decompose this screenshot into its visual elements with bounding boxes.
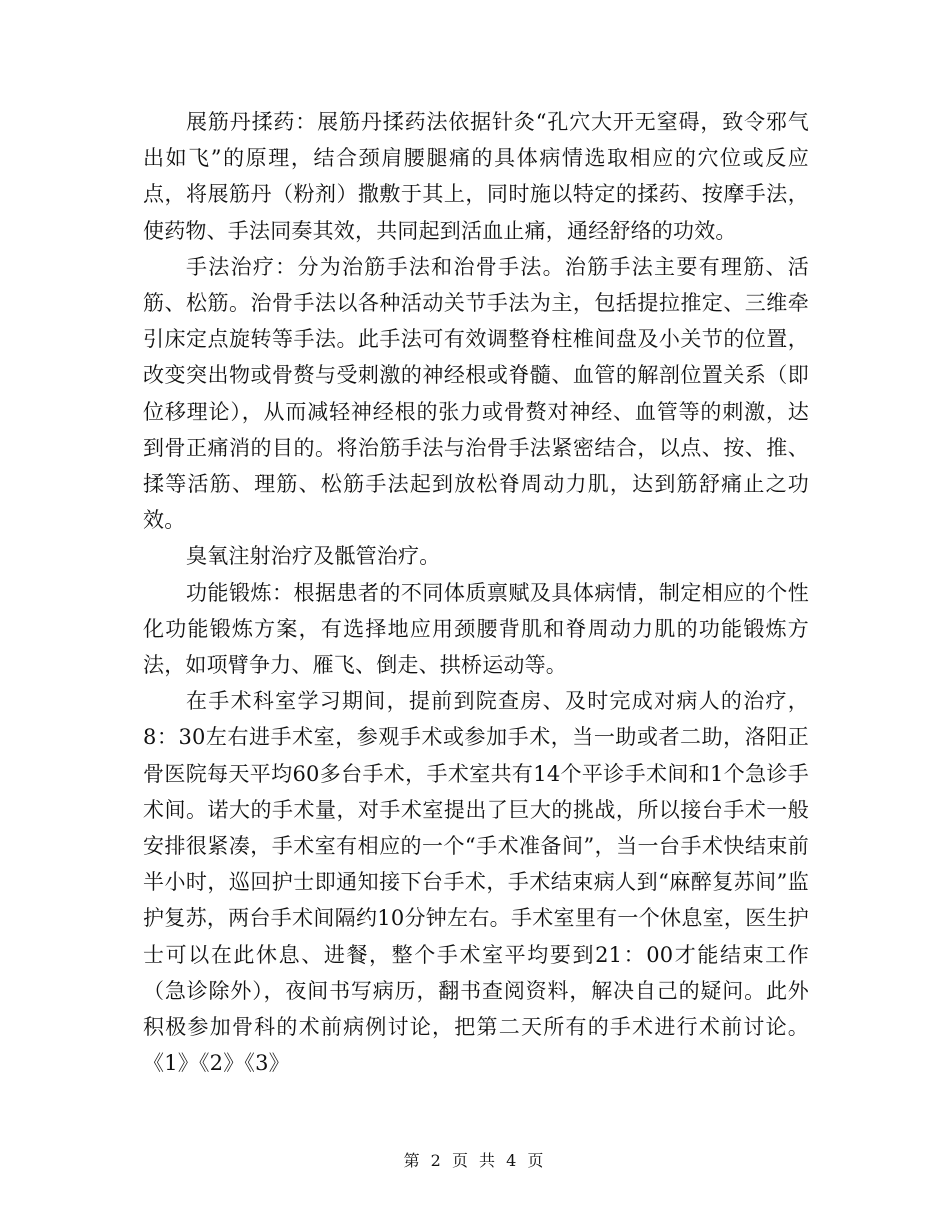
document-body [143, 104, 809, 1081]
paragraph-functional-exercise: 功能锻炼：根据患者的不同体质禀赋及具体病情，制定相应的个性化功能锻炼方案，有选择地应用颈腰背肌和脊周动力肌的功能锻炼方法，如项臂争力、雁飞、倒走、拱桥运动等。 [143, 580, 809, 678]
paragraph-surgery-study: 在手术科室学习期间，提前到院查房、及时完成对病人的治疗，8：30左右进手术室，参观手术或参加手术，当一助或者二助，洛阳正骨医院每天平均60多台手术，手术室共有14个平诊手术间和1个急诊手术间。诺大的手术量，对手术室提出了巨大的挑战，所以接台手术一般安排很紧凑，手术室有相应的一个“手术准备间”，当一台手术快结束前半小时，巡回护士即通知接下台手术，手术结束病人到“麻醉复苏间”监护复苏，两台手术间隔约10分钟左右。手术室里有一个休息室，医生护士可以在此休息、进餐，整个手术室平均要到21：00才能结束工作（急诊除外），夜间书写病历，翻书查阅资料，解决自己的疑问。此外积极参加骨科的术前病例讨论，把第二天所有的手术进行术前讨论。 《1》《2》《3》 [143, 689, 809, 1076]
paragraph-zhanjindan: 展筋丹揉药：展筋丹揉药法依据针灸“孔穴大开无窒碍，致令邪气出如飞”的原理，结合颈肩腰腿痛的具体病情选取相应的穴位或反应点，将展筋丹（粉剂）撒敷于其上，同时施以特定的揉药、按摩手法，使药物、手法同奏其效，共同起到活血止痛，通经舒络的功效。 [143, 110, 809, 243]
paragraph-ozone-injection: 臭氧注射治疗及骶管治疗。 [186, 544, 441, 569]
page-number-footer: 第 2 页 共 4 页 [403, 1151, 547, 1170]
paragraph-manual-therapy: 手法治疗：分为治筋手法和治骨手法。治筋手法主要有理筋、活筋、松筋。治骨手法以各种活动关节手法为主，包括提拉推定、三维牵引床定点旋转等手法。此手法可有效调整脊柱椎间盘及小关节的位置，改变突出物或骨赘与受刺激的神经根或脊髓、血管的解剖位置关系（即位移理论），从而减轻神经根的张力或骨赘对神经、血管等的刺激，达到骨正痛消的目的。将治筋手法与治骨手法紧密结合，以点、按、推、揉等活筋、理筋、松筋手法起到放松脊周动力肌，达到筋舒痛止之功效。 [143, 254, 809, 533]
